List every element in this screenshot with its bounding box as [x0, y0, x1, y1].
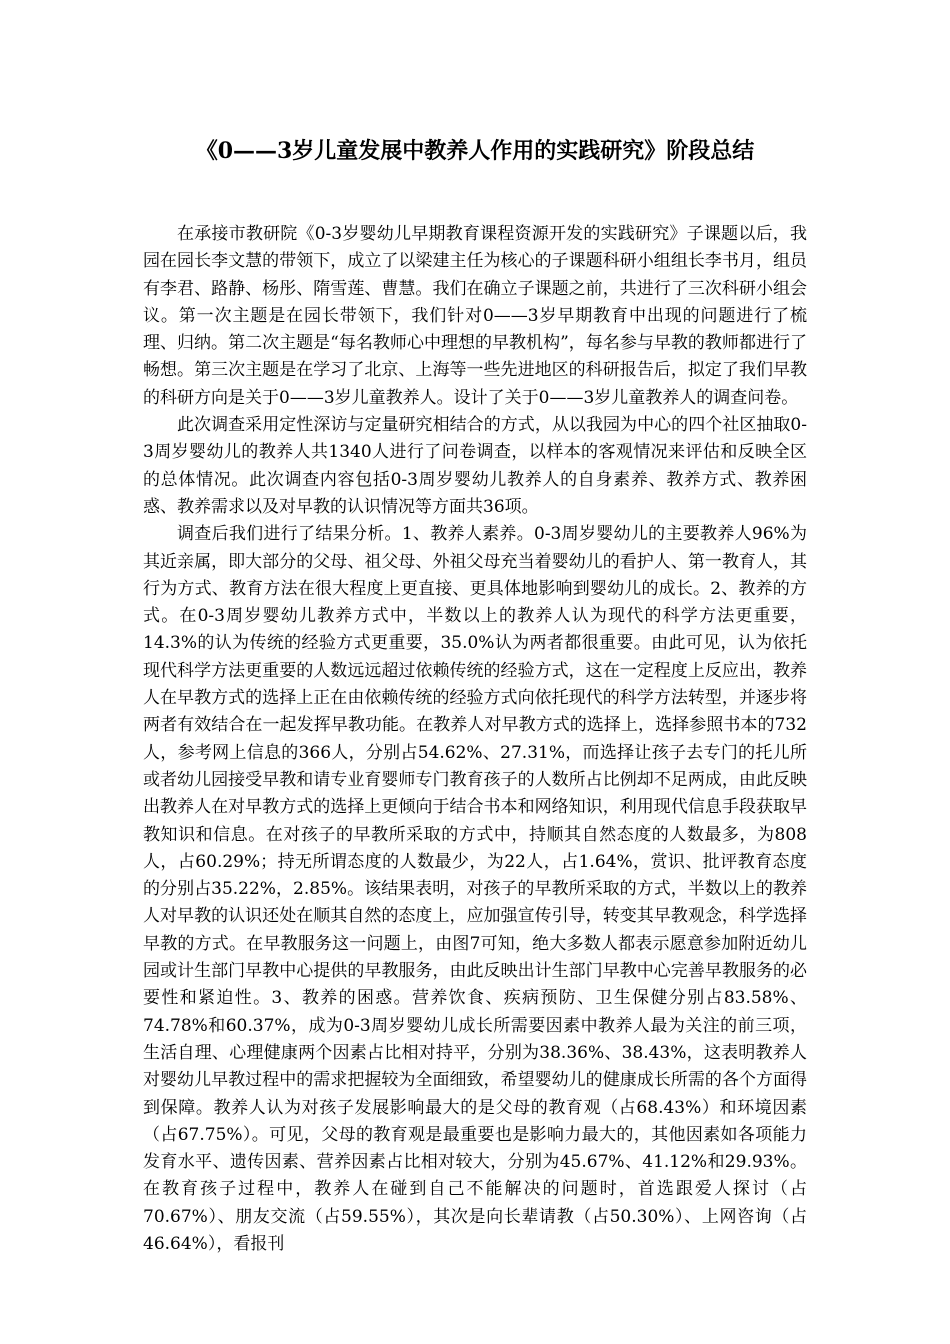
paragraph-survey-method: 此次调查采用定性深访与定量研究相结合的方式，从以我园为中心的四个社区抽取0-3周岁婴幼儿的教养人共1340人进行了问卷调查，以样本的客观情况来评估和反映全区的总体情况。此次调查内容包括0-3周岁婴幼儿教养人的自身素养、教养方式、教养困惑、教养需求以及对早教的认识情况等方面共36项。 [143, 415, 807, 517]
paragraph-results-analysis: 调查后我们进行了结果分析。1、教养人素养。0-3周岁婴幼儿的主要教养人96%为其近亲属，即大部分的父母、祖父母、外祖父母充当着婴幼儿的看护人、第一教育人，其行为方式、教育方法在很大程度上更直接、更具体地影响到婴幼儿的成长。2、教养的方式。在0-3周岁婴幼儿教养方式中，半数以上的教养人认为现代的科学方法更重要，14.3%的认为传统的经验方式更重要，35.0%认为两者都很重要。由此可见，认为依托现代科学方法更重要的人数远远超过依赖传统的经验方式，这在一定程度上反应出，教养人在早教方式的选择上正在由依赖传统的经验方式向依托现代的科学方法转型，并逐步将两者有效结合在一起发挥早教功能。在教养人对早教方式的选择上，选择参照书本的732人，参考网上信息的366人，分别占54.62%、27.31%，而选择让孩子去专门的托儿所或者幼儿园接受早教和请专业育婴师专门教育孩子的人数所占比例却不足两成，由此反映出教养人在对早教方式的选择上更倾向于结合书本和网络知识，利用现代信息手段获取早教知识和信息。在对孩子的早教所采取的方式中，持顺其自然态度的人数最多，为808人，占60.29%；持无所谓态度的人数最少，为22人，占1.64%，赏识、批评教育态度的分别占35.22%，2.85%。该结果表明，对孩子的早教所采取的方式，半数以上的教养人对早教的认识还处在顺其自然的态度上，应加强宣传引导，转变其早教观念，科学选择早教的方式。在早教服务这一问题上，由图7可知，绝大多数人都表示愿意参加附近幼儿园或计生部门早教中心提供的早教服务，由此反映出计生部门早教中心完善早教服务的必要性和紧迫性。3、教养的困惑。营养饮食、疾病预防、卫生保健分别占83.58%、74.78%和60.37%，成为0-3周岁婴幼儿成长所需要因素中教养人最为关注的前三项，生活自理、心理健康两个因素占比相对持平，分别为38.36%、38.43%，这表明教养人对婴幼儿早教过程中的需求把握较为全面细致，希望婴幼儿的健康成长所需的各个方面得到保障。教养人认为对孩子发展影响最大的是父母的教育观（占68.43%）和环境因素（占67.75%）。可见，父母的教育观是最重要也是影响力最大的，其他因素如各项能力发育水平、遗传因素、营养因素占比相对较大，分别为45.67%、41.12%和29.93%。在教育孩子过程中，教养人在碰到自己不能解决的问题时，首选跟爱人探讨（占70.67%）、朋友交流（占59.55%），其次是向长辈请教（占50.30%）、上网咨询（占46.64%），看报刊 [143, 524, 807, 1254]
document-body [143, 221, 807, 1258]
paragraph-intro: 在承接市教研院《0-3岁婴幼儿早期教育课程资源开发的实践研究》子课题以后，我园在园长李文慧的带领下，成立了以梁建主任为核心的子课题科研小组组长李书月，组员有李君、路静、杨彤、隋雪莲、曹慧。我们在确立子课题之前，共进行了三次科研小组会议。第一次主题是在园长带领下，我们针对0——3岁早期教育中出现的问题进行了梳理、归纳。第二次主题是“每名教师心中理想的早教机构”，每名参与早教的教师都进行了畅想。第三次主题是在学习了北京、上海等一些先进地区的科研报告后，拟定了我们早教的科研方向是关于0——3岁儿童教养人。设计了关于0——3岁儿童教养人的调查问卷。 [143, 224, 807, 408]
document-title: 《0——3岁儿童发展中教养人作用的实践研究》阶段总结 [195, 138, 755, 164]
